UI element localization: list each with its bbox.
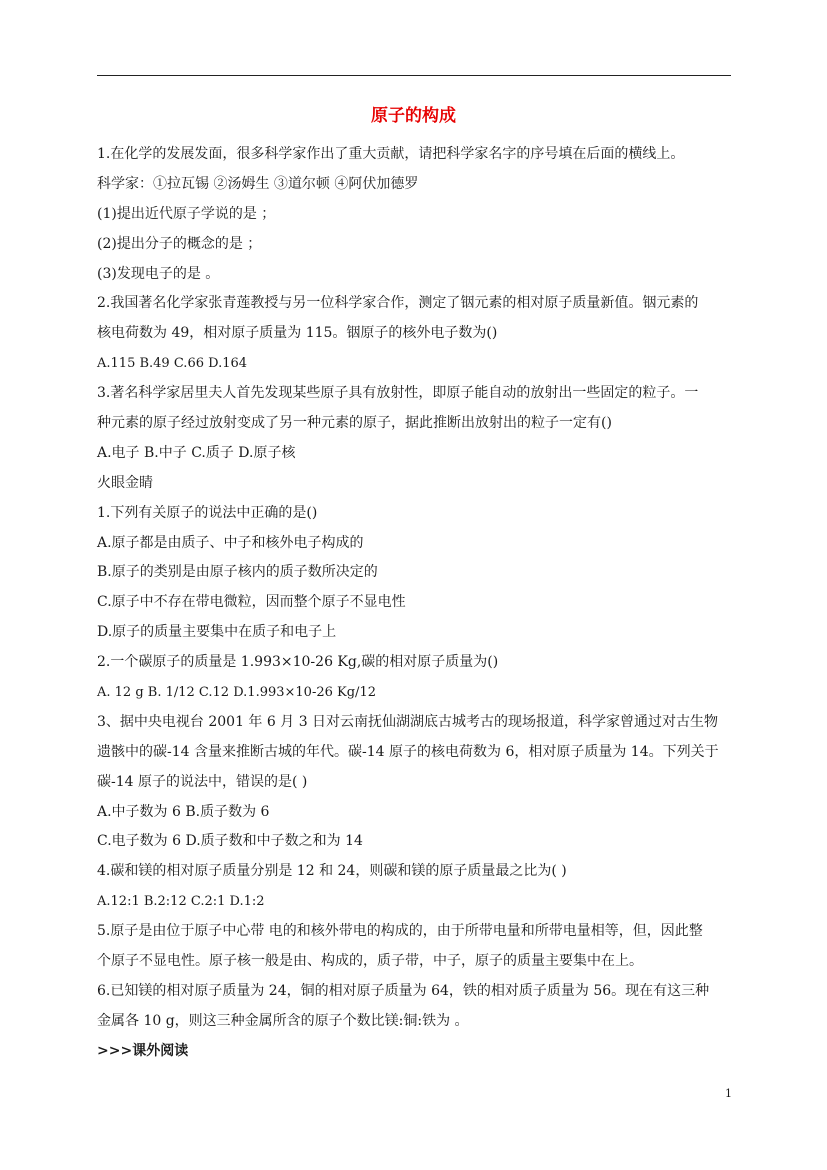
answer-options: A.115 B.49 C.66 D.164 bbox=[97, 356, 248, 372]
page-title: 原子的构成 bbox=[371, 106, 456, 126]
text-line: (3)发现电子的是 。 bbox=[97, 265, 220, 282]
answer-option: A.原子都是由质子、中子和核外电子构成的 bbox=[97, 534, 364, 551]
text-line: 6.已知镁的相对原子质量为 24，铜的相对原子质量为 64，铁的相对质子质量为 56。现在有这三种 bbox=[97, 982, 710, 999]
answer-options: C.电子数为 6 D.质子数和中子数之和为 14 bbox=[97, 833, 363, 850]
section-heading: 火眼金睛 bbox=[97, 474, 153, 491]
text-line: (2)提出分子的概念的是 ； bbox=[97, 235, 262, 252]
text-line: (1)提出近代原子学说的是 ； bbox=[97, 205, 276, 222]
text-line: 3.著名科学家居里夫人首先发现某些原子具有放射性，即原子能自动的放射出一些固定的粒子。一 bbox=[97, 385, 699, 402]
text-line: 核电荷数为 49，相对原子质量为 115。铟原子的核外电子数为() bbox=[97, 325, 498, 342]
answer-options: A.中子数为 6 B.质子数为 6 bbox=[97, 803, 270, 820]
section-heading: >>>课外阅读 bbox=[97, 1042, 189, 1059]
answer-option: B.原子的类别是由原子核内的质子数所决定的 bbox=[97, 564, 378, 581]
answer-options: A.电子 B.中子 C.质子 D.原子核 bbox=[97, 444, 296, 461]
text-line: 遗骸中的碳-14 含量来推断古城的年代。碳-14 原子的核电荷数为 6，相对原子质量为 14。下列关于 bbox=[97, 743, 719, 760]
text-line: 碳-14 原子的说法中，错误的是( ) bbox=[97, 773, 308, 790]
answer-options: A.12:1 B.2:12 C.2:1 D.1:2 bbox=[97, 894, 265, 910]
answer-option: C.原子中不存在带电微粒，因而整个原子不显电性 bbox=[97, 594, 406, 611]
text-line: 个原子不显电性。原子核一般是由、构成的，质子带，中子，原子的质量主要集中在上。 bbox=[97, 953, 643, 970]
answer-options: A. 12 g B. 1/12 C.12 D.1.993×10-26 Kg/12 bbox=[97, 685, 376, 701]
text-line: 2.一个碳原子的质量是 1.993×10-26 Kg,碳的相对原子质量为() bbox=[97, 654, 499, 671]
answer-option: D.原子的质量主要集中在质子和电子上 bbox=[97, 624, 337, 641]
text-line: 5.原子是由位于原子中心带 电的和核外带电的构成的，由于所带电量和所带电量相等，但，因此整 bbox=[97, 923, 703, 940]
document-body bbox=[97, 140, 737, 1067]
text-line: 1.在化学的发展发面，很多科学家作出了重大贡献，请把科学家名字的序号填在后面的横线上。 bbox=[97, 146, 685, 162]
text-line: 1.下列有关原子的说法中正确的是() bbox=[97, 504, 318, 521]
text-line: 金属各 10 g，则这三种金属所含的原子个数比镁:铜:铁为 。 bbox=[97, 1012, 469, 1029]
text-line: 种元素的原子经过放射变成了另一种元素的原子，据此推断出放射出的粒子一定有() bbox=[97, 415, 612, 432]
text-line: 4.碳和镁的相对原子质量分别是 12 和 24，则碳和镁的原子质量最之比为( ) bbox=[97, 863, 567, 880]
text-line: 2.我国著名化学家张青莲教授与另一位科学家合作，测定了铟元素的相对原子质量新值。铟元素的 bbox=[97, 295, 699, 312]
page-number: 1 bbox=[725, 1087, 732, 1100]
text-line: 科学家：①拉瓦锡 ②汤姆生 ③道尔顿 ④阿伏加德罗 bbox=[97, 175, 419, 192]
text-line: 3、据中央电视台 2001 年 6 月 3 日对云南抚仙湖湖底古城考古的现场报道，科学家曾通过对古生物 bbox=[97, 713, 719, 730]
header-rule bbox=[97, 75, 731, 76]
